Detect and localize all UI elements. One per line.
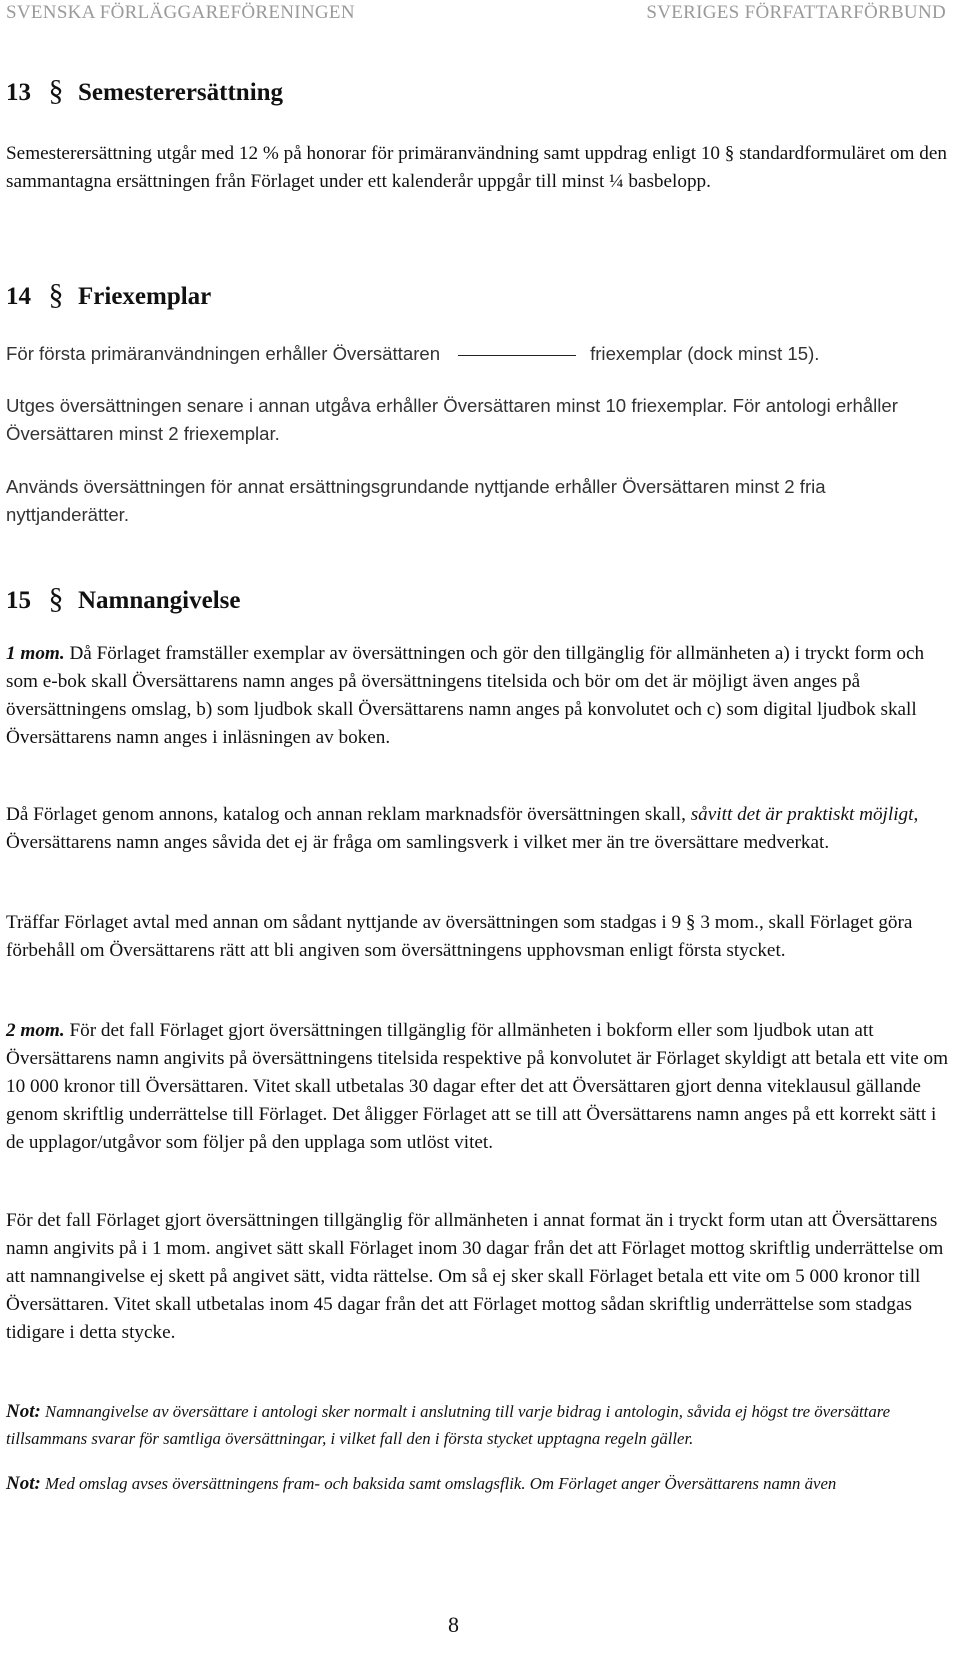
section-title: Friexemplar [78, 283, 212, 310]
note-2 [6, 1470, 951, 1497]
note-1 [6, 1398, 951, 1452]
note-label: Not: [6, 1401, 41, 1422]
section-number: 14 [6, 283, 31, 310]
paragraph-15-2-italic: såvitt det är praktiskt möjligt [690, 804, 914, 825]
section-symbol: § [48, 74, 64, 107]
paragraph-14-1 [6, 340, 951, 368]
header-left: SVENSKA FÖRLÄGGAREFÖRENINGEN [6, 2, 355, 23]
section-symbol: § [48, 582, 64, 615]
paragraph-15-1-text: Då Förlaget framställer exemplar av översättningen och gör den tillgänglig för allmänheten a) i tryckt form och som e-bok skall Översättarens namn anges på översättningens titelsida och bör om det är möjligt även anges på översättningens omslag, b) som ljudbok skall Översättarens namn anges på konvolutet och c) som digital ljudbok skall Översättarens namn anges i inläsningen av boken. [6, 643, 925, 748]
paragraph-14-1-before: För första primäranvändningen erhåller Översättaren [6, 343, 441, 364]
blank-field-line [458, 355, 576, 356]
paragraph-15-5: För det fall Förlaget gjort översättningen tillgänglig för allmänheten i annat format än i tryckt form utan att Översättarens namn angivits på i 1 mom. angivet sätt skall Förlaget inom 30 dagar från det att Förlaget mottog skriftlig underrättelse om att namnangivelse ej skett på angivet sätt, vidta rättelse. Om så ej sker skall Förlaget betala ett vite om 5 000 kronor till Översättaren. Vitet skall utbetalas inom 45 dagar från det att Förlaget mottog sådan skriftlig underrättelse som stadgas tidigare i detta stycke. [6, 1210, 944, 1343]
section-heading-15 [6, 582, 241, 616]
note-text: Namnangivelse av översättare i antologi sker normalt i anslutning till varje bidrag i antologin, såvida ej högst tre översättare tillsammans svarar för samtliga översättningar, i vilket fall den i första stycket upptagna regeln gäller. [6, 1402, 891, 1448]
paragraph-14-3: Används översättningen för annat ersättningsgrundande nyttjande erhåller Översättaren minst 2 fria nyttjanderätter. [6, 476, 826, 525]
header-right: SVERIGES FÖRFATTARFÖRBUND [646, 2, 946, 23]
paragraph-15-4-text: För det fall Förlaget gjort översättningen tillgänglig för allmänheten i bokform eller som ljudbok utan att Översättarens namn angivits på översättningens titelsida respektive på konvolutet är Förlaget skyldigt att betala ett vite om 10 000 kronor till Översättaren. Vitet skall utbetalas 30 dagar efter det att Översättaren gjort denna viteklausul gällande genom skriftlig underrättelse till Förlaget. Det åligger Förlaget att se till att Översättarens namn anges på ett korrekt sätt i de upplagor/utgåvor som följer på den upplaga som utlöst vitet. [6, 1020, 949, 1153]
section-symbol: § [48, 278, 64, 311]
page-number: 8 [448, 1612, 459, 1637]
paragraph-14-2: Utges översättningen senare i annan utgåva erhåller Översättaren minst 10 friexemplar. För antologi erhåller Översättaren minst 2 friexemplar. [6, 395, 898, 444]
section-number: 13 [6, 79, 31, 106]
paragraph-15-2 [6, 801, 951, 857]
paragraph-15-2-after: , Översättarens namn anges såvida det ej är fråga om samlingsverk i vilket mer än tre översättare medverkat. [6, 804, 919, 853]
paragraph-15-3: Träffar Förlaget avtal med annan om sådant nyttjande av översättningen som stadgas i 9 § 3 mom., skall Förlaget göra förbehåll om Översättarens rätt att bli angiven som översättningens upphovsman enligt första stycket. [6, 912, 913, 961]
paragraph-15-2-before: Då Förlaget genom annons, katalog och annan reklam marknadsför översättningen skall, [6, 804, 691, 825]
paragraph-14-1-after: friexemplar (dock minst 15). [590, 343, 820, 364]
paragraph-15-4 [6, 1017, 951, 1157]
mom-label-2: 2 mom. [6, 1020, 65, 1041]
paragraph-15-1 [6, 640, 951, 752]
section-title: Semesterersättning [78, 79, 284, 106]
note-text: Med omslag avses översättningens fram- och baksida samt omslagsflik. Om Förlaget anger Översättarens namn även [40, 1474, 837, 1493]
paragraph-13-1: Semesterersättning utgår med 12 % på honorar för primäranvändning samt uppdrag enligt 10 § standardformuläret om den sammantagna ersättningen från Förlaget under ett kalenderår uppgår till minst ¼ basbelopp. [6, 143, 947, 192]
note-label: Not: [6, 1473, 41, 1494]
section-heading-13 [6, 74, 283, 108]
section-title: Namnangivelse [78, 587, 241, 614]
mom-label-1: 1 mom. [6, 643, 65, 664]
section-heading-14 [6, 278, 211, 312]
section-number: 15 [6, 587, 31, 614]
